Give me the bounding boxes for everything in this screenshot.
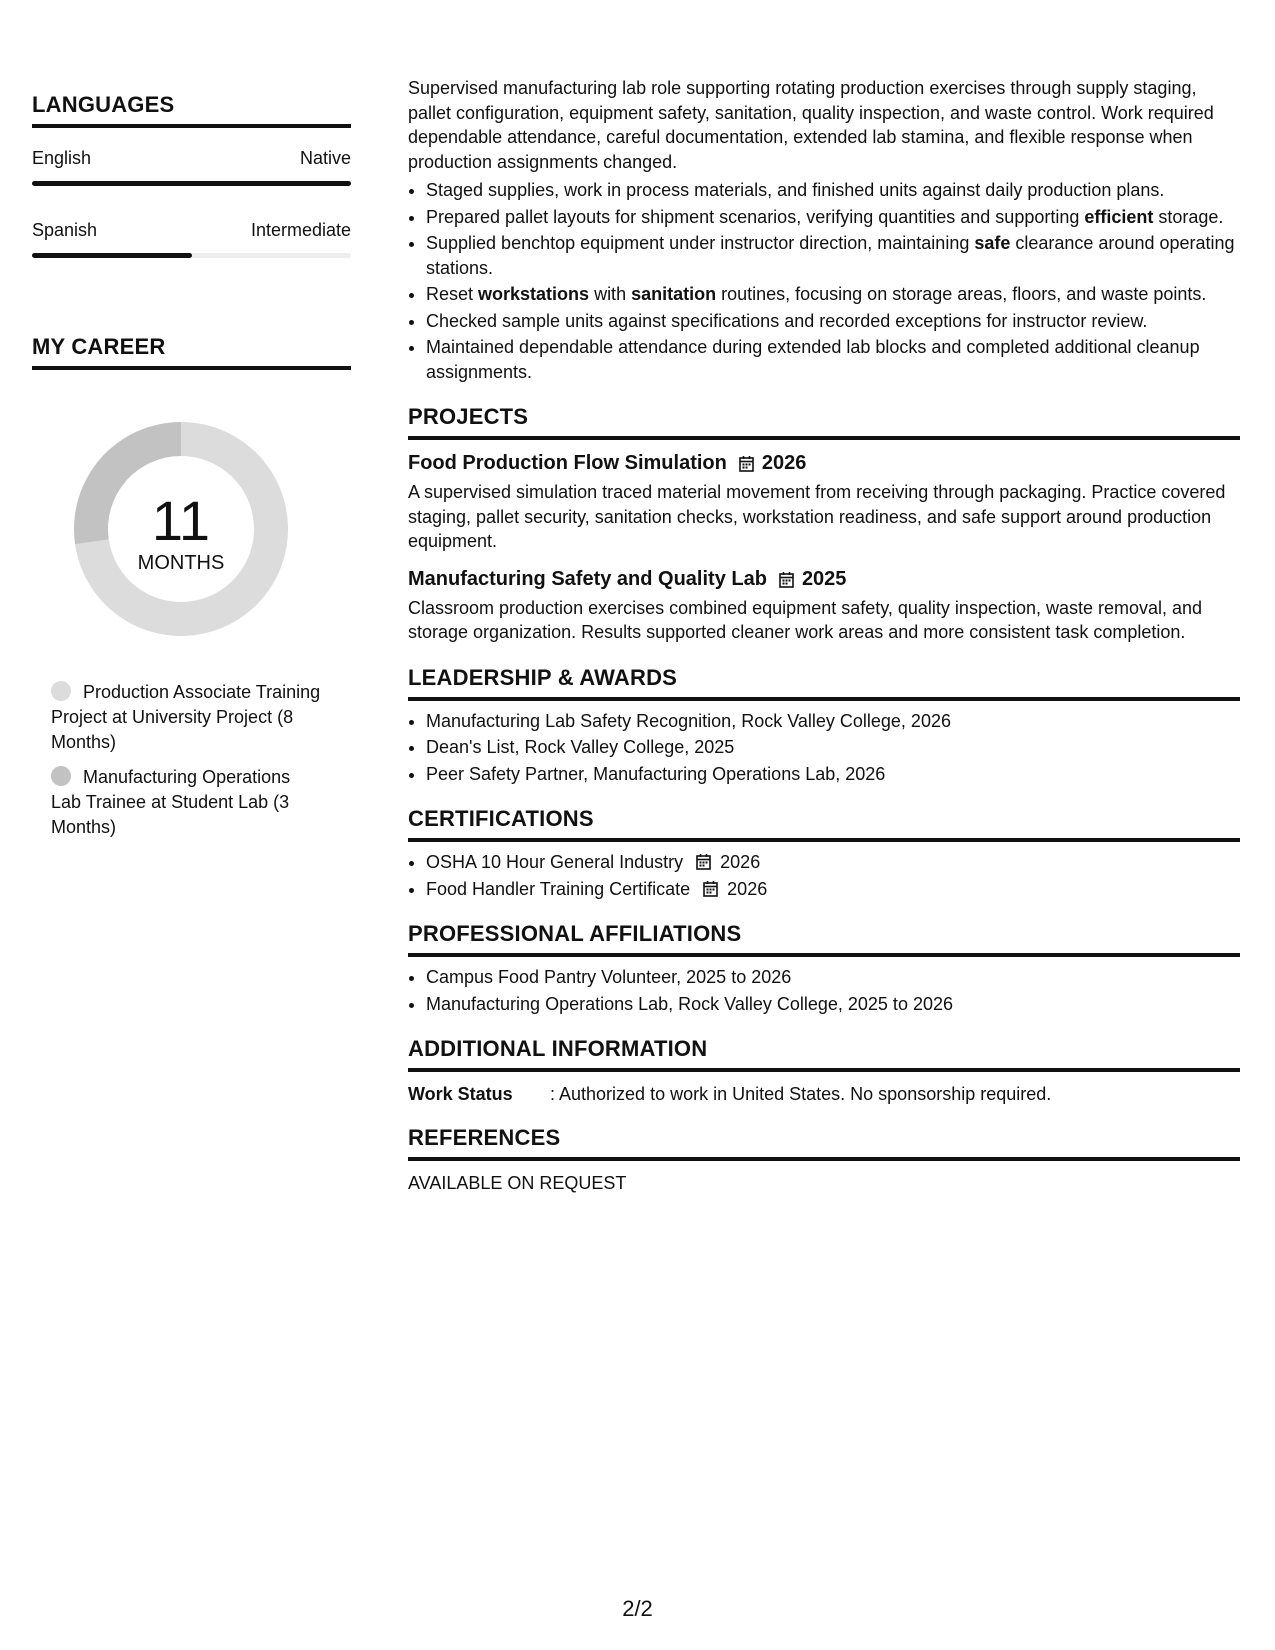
language-item <box>32 148 351 186</box>
certification-name: OSHA 10 Hour General Industry <box>426 852 684 872</box>
project-year: 2025 <box>801 567 847 590</box>
references-section <box>408 1125 1240 1194</box>
certification-name: Food Handler Training Certificate <box>426 878 691 899</box>
list-item <box>426 877 1240 902</box>
language-proficiency-fill <box>32 253 192 258</box>
leadership-section <box>408 665 1240 787</box>
legend-dot-icon <box>51 681 71 701</box>
references-text: AVAILABLE ON REQUEST <box>408 1173 627 1193</box>
language-item <box>32 220 351 258</box>
work-status-label: Work Status <box>408 1084 513 1104</box>
project-year: 2026 <box>761 452 807 474</box>
career-title: MY CAREER <box>32 334 351 370</box>
experience-summary: Supervised manufacturing lab role supporting rotating production exercises through supply staging, pallet configuration, equipment safety, sanitation, quality inspection, and waste control. Work required dependable attendance, careful documentation, extended lab stamina, and flexible response when production assignments changed. <box>408 78 1214 172</box>
career-legend-item <box>51 680 321 755</box>
project-item <box>408 452 1240 554</box>
experience-bullet <box>426 282 1240 307</box>
language-proficiency-bar <box>32 253 351 258</box>
bullet-text: Supplied benchtop equipment under instructor direction, maintaining <box>426 233 975 253</box>
language-name: Spanish <box>32 220 98 240</box>
projects-title: PROJECTS <box>408 404 1240 440</box>
bullet-keyword: sanitation <box>631 284 717 304</box>
career-legend-label: Production Associate Training Project at University Project (8 Months) <box>51 682 321 752</box>
list-item: • Peer Safety Partner, Manufacturing Operations Lab, 2026 <box>426 762 1240 787</box>
calendar-icon <box>779 571 794 588</box>
experience-bullet <box>426 205 1240 230</box>
list-item: • Campus Food Pantry Volunteer, 2025 to 2026 <box>426 965 1240 990</box>
bullet-text: Reset <box>426 284 479 304</box>
career-legend <box>51 680 321 840</box>
sidebar <box>32 92 351 850</box>
languages-title: LANGUAGES <box>32 92 351 128</box>
project-name: Manufacturing Safety and Quality Lab <box>408 567 767 590</box>
language-proficiency-fill <box>32 181 351 186</box>
career-donut-chart <box>66 414 296 644</box>
project-description: Classroom production exercises combined equipment safety, quality inspection, waste removal, and storage organization. Results supported cleaner work areas and more consistent task completion. <box>408 597 1203 642</box>
work-status-value: : Authorized to work in United States. No sponsorship required. <box>550 1084 1052 1104</box>
leadership-title: LEADERSHIP & AWARDS <box>408 665 1240 701</box>
additional-title: ADDITIONAL INFORMATION <box>408 1036 1240 1072</box>
experience-bullets <box>408 178 1240 384</box>
calendar-icon <box>696 853 711 870</box>
additional-section <box>408 1036 1240 1105</box>
bullet-text: storage. <box>1153 206 1224 227</box>
affiliations-section <box>408 921 1240 1016</box>
bullet-keyword: safe <box>974 233 1011 253</box>
career-legend-label: Manufacturing Operations Lab Trainee at Student Lab (3 Months) <box>51 767 291 837</box>
language-name: English <box>32 148 92 168</box>
project-description: A supervised simulation traced material movement from receiving through packaging. Practice covered staging, pallet security, sanitation checks, workstation readiness, and safe support around production equipment. <box>408 482 1226 551</box>
work-status-row <box>408 1084 1240 1105</box>
certifications-list <box>408 850 1240 901</box>
bullet-text: Maintained dependable attendance during extended lab blocks and completed additional cleanup assignments. <box>426 337 1200 382</box>
list-item: • Manufacturing Operations Lab, Rock Valley College, 2025 to 2026 <box>426 992 1240 1017</box>
bullet-keyword: workstations <box>478 284 590 304</box>
calendar-icon <box>739 455 754 472</box>
bullet-keyword: efficient <box>1084 206 1154 227</box>
calendar-icon <box>703 880 718 897</box>
language-proficiency-bar <box>32 181 351 186</box>
affiliations-list <box>408 965 1240 1016</box>
language-level: Native <box>299 148 351 168</box>
list-item <box>426 850 1240 875</box>
main-content <box>408 76 1240 1194</box>
experience-bullet <box>426 231 1240 280</box>
affiliations-title: PROFESSIONAL AFFILIATIONS <box>408 921 1240 957</box>
language-level: Intermediate <box>250 220 351 240</box>
leadership-list <box>408 709 1240 787</box>
certification-year: 2026 <box>727 878 768 899</box>
experience-bullet <box>426 309 1240 334</box>
career-total-unit: MONTHS <box>137 552 225 574</box>
bullet-text: Prepared pallet layouts for shipment scenarios, verifying quantities and supporting <box>426 206 1085 227</box>
list-item: • Manufacturing Lab Safety Recognition, Rock Valley College, 2026 <box>426 709 1240 734</box>
experience-bullet <box>426 335 1240 384</box>
bullet-text: routines, focusing on storage areas, floors, and waste points. <box>716 284 1207 304</box>
bullet-text: with <box>589 284 632 304</box>
bullet-text: Staged supplies, work in process materials, and finished units against daily production plans. <box>426 180 1165 200</box>
certification-year: 2026 <box>720 852 761 872</box>
project-item <box>408 568 1240 645</box>
experience-bullet <box>426 178 1240 203</box>
project-name: Food Production Flow Simulation <box>408 452 727 474</box>
bullet-text: clearance around operating stations. <box>426 233 1235 278</box>
certifications-section <box>408 806 1240 901</box>
projects-section <box>408 404 1240 645</box>
list-item: • Dean's List, Rock Valley College, 2025 <box>426 735 1240 760</box>
legend-dot-icon <box>51 766 71 786</box>
bullet-text: Checked sample units against specifications and recorded exceptions for instructor review. <box>426 310 1148 331</box>
certifications-title: CERTIFICATIONS <box>408 806 1240 842</box>
career-total-number: 11 <box>151 489 211 552</box>
career-legend-item <box>51 765 321 840</box>
page-number: 2/2 <box>622 1596 653 1621</box>
references-title: REFERENCES <box>408 1125 1240 1161</box>
